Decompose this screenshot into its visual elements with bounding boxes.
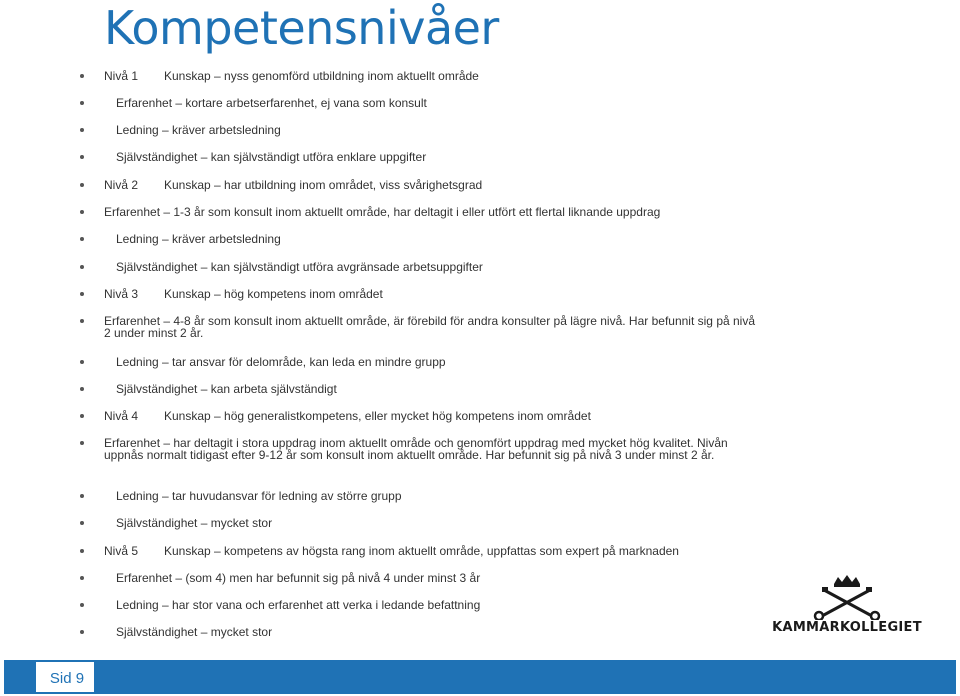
bullet-icon [80, 237, 84, 241]
list-item: Ledning – tar huvudansvar för ledning av större grupp [116, 489, 402, 503]
page-number-box [34, 660, 96, 694]
list-item: Självständighet – kan självständigt utföra avgränsade arbetsuppgifter [116, 260, 483, 274]
list-item: Erfarenhet – 1-3 år som konsult inom aktuellt område, har deltagit i eller utfört ett flertal liknande uppdrag [104, 205, 661, 219]
item-text: Kunskap – kompetens av högsta rang inom aktuellt område, uppfattas som expert på marknaden [164, 544, 679, 558]
list-item: Självständighet – kan självständigt utföra enklare uppgifter [116, 150, 427, 164]
list-item: Ledning – kräver arbetsledning [116, 123, 281, 137]
level-label: Nivå 2 [104, 178, 139, 192]
list-item: Självständighet – mycket stor [116, 625, 273, 639]
list-item: Erfarenhet – (som 4) men har befunnit sig på nivå 4 under minst 3 år [116, 571, 481, 585]
bullet-icon [80, 101, 84, 105]
bullet-icon [80, 521, 84, 525]
footer-bar [4, 660, 956, 694]
bullet-icon [80, 74, 84, 78]
list-item [104, 410, 764, 422]
level-label: Nivå 3 [104, 287, 139, 301]
bullet-icon [80, 265, 84, 269]
crown-keys-icon [772, 574, 922, 620]
list-item [104, 545, 764, 557]
bullet-icon [80, 387, 84, 391]
list-item: Ledning – tar ansvar för delområde, kan leda en mindre grupp [116, 355, 446, 369]
kammarkollegiet-logo [772, 574, 922, 640]
bullet-icon [80, 319, 84, 323]
list-item: Självständighet – mycket stor [116, 516, 273, 530]
item-text: Kunskap – har utbildning inom området, viss svårighetsgrad [164, 178, 483, 192]
bullet-icon [80, 630, 84, 634]
level-label: Nivå 1 [104, 69, 139, 83]
page-number: Sid 9 [49, 670, 85, 687]
item-text: Kunskap – hög generalistkompetens, eller mycket hög kompetens inom området [164, 409, 591, 423]
bullet-icon [80, 128, 84, 132]
list-item [104, 70, 764, 82]
item-text: Kunskap – hög kompetens inom området [164, 287, 383, 301]
list-item [104, 288, 764, 300]
bullet-icon [80, 183, 84, 187]
bullet-icon [80, 210, 84, 214]
bullet-icon [80, 292, 84, 296]
bullet-icon [80, 441, 84, 445]
bullet-icon [80, 155, 84, 159]
bullet-icon [80, 549, 84, 553]
item-text: Kunskap – nyss genomförd utbildning inom aktuellt område [164, 69, 479, 83]
bullet-icon [80, 360, 84, 364]
list-item: Erfarenhet – 4-8 år som konsult inom aktuellt område, är förebild för andra konsulter på lägre nivå. Har befunnit sig på nivå 2 under minst 2 år. [104, 314, 756, 340]
level-label: Nivå 5 [104, 544, 139, 558]
bullet-icon [80, 494, 84, 498]
list-item: Ledning – kräver arbetsledning [116, 232, 281, 246]
bullet-icon [80, 576, 84, 580]
list-item: Erfarenhet – kortare arbetserfarenhet, ej vana som konsult [116, 96, 427, 110]
bullet-icon [80, 414, 84, 418]
list-item: Ledning – har stor vana och erfarenhet att verka i ledande befattning [116, 598, 481, 612]
list-item: Erfarenhet – har deltagit i stora uppdrag inom aktuellt område och genomfört uppdrag med mycket hög kvalitet. Nivån uppnås normalt tidigast efter 9-12 år som konsult inom aktuellt område. Har befunnit sig på nivå 3 under minst 2 år. [104, 436, 728, 462]
page-title: Kompetensnivåer [104, 1, 499, 55]
list-item [104, 179, 764, 191]
level-label: Nivå 4 [104, 409, 139, 423]
bullet-icon [80, 603, 84, 607]
logo-text: KAMMARKOLLEGIET [772, 620, 922, 635]
list-item: Självständighet – kan arbeta självständigt [116, 382, 337, 396]
